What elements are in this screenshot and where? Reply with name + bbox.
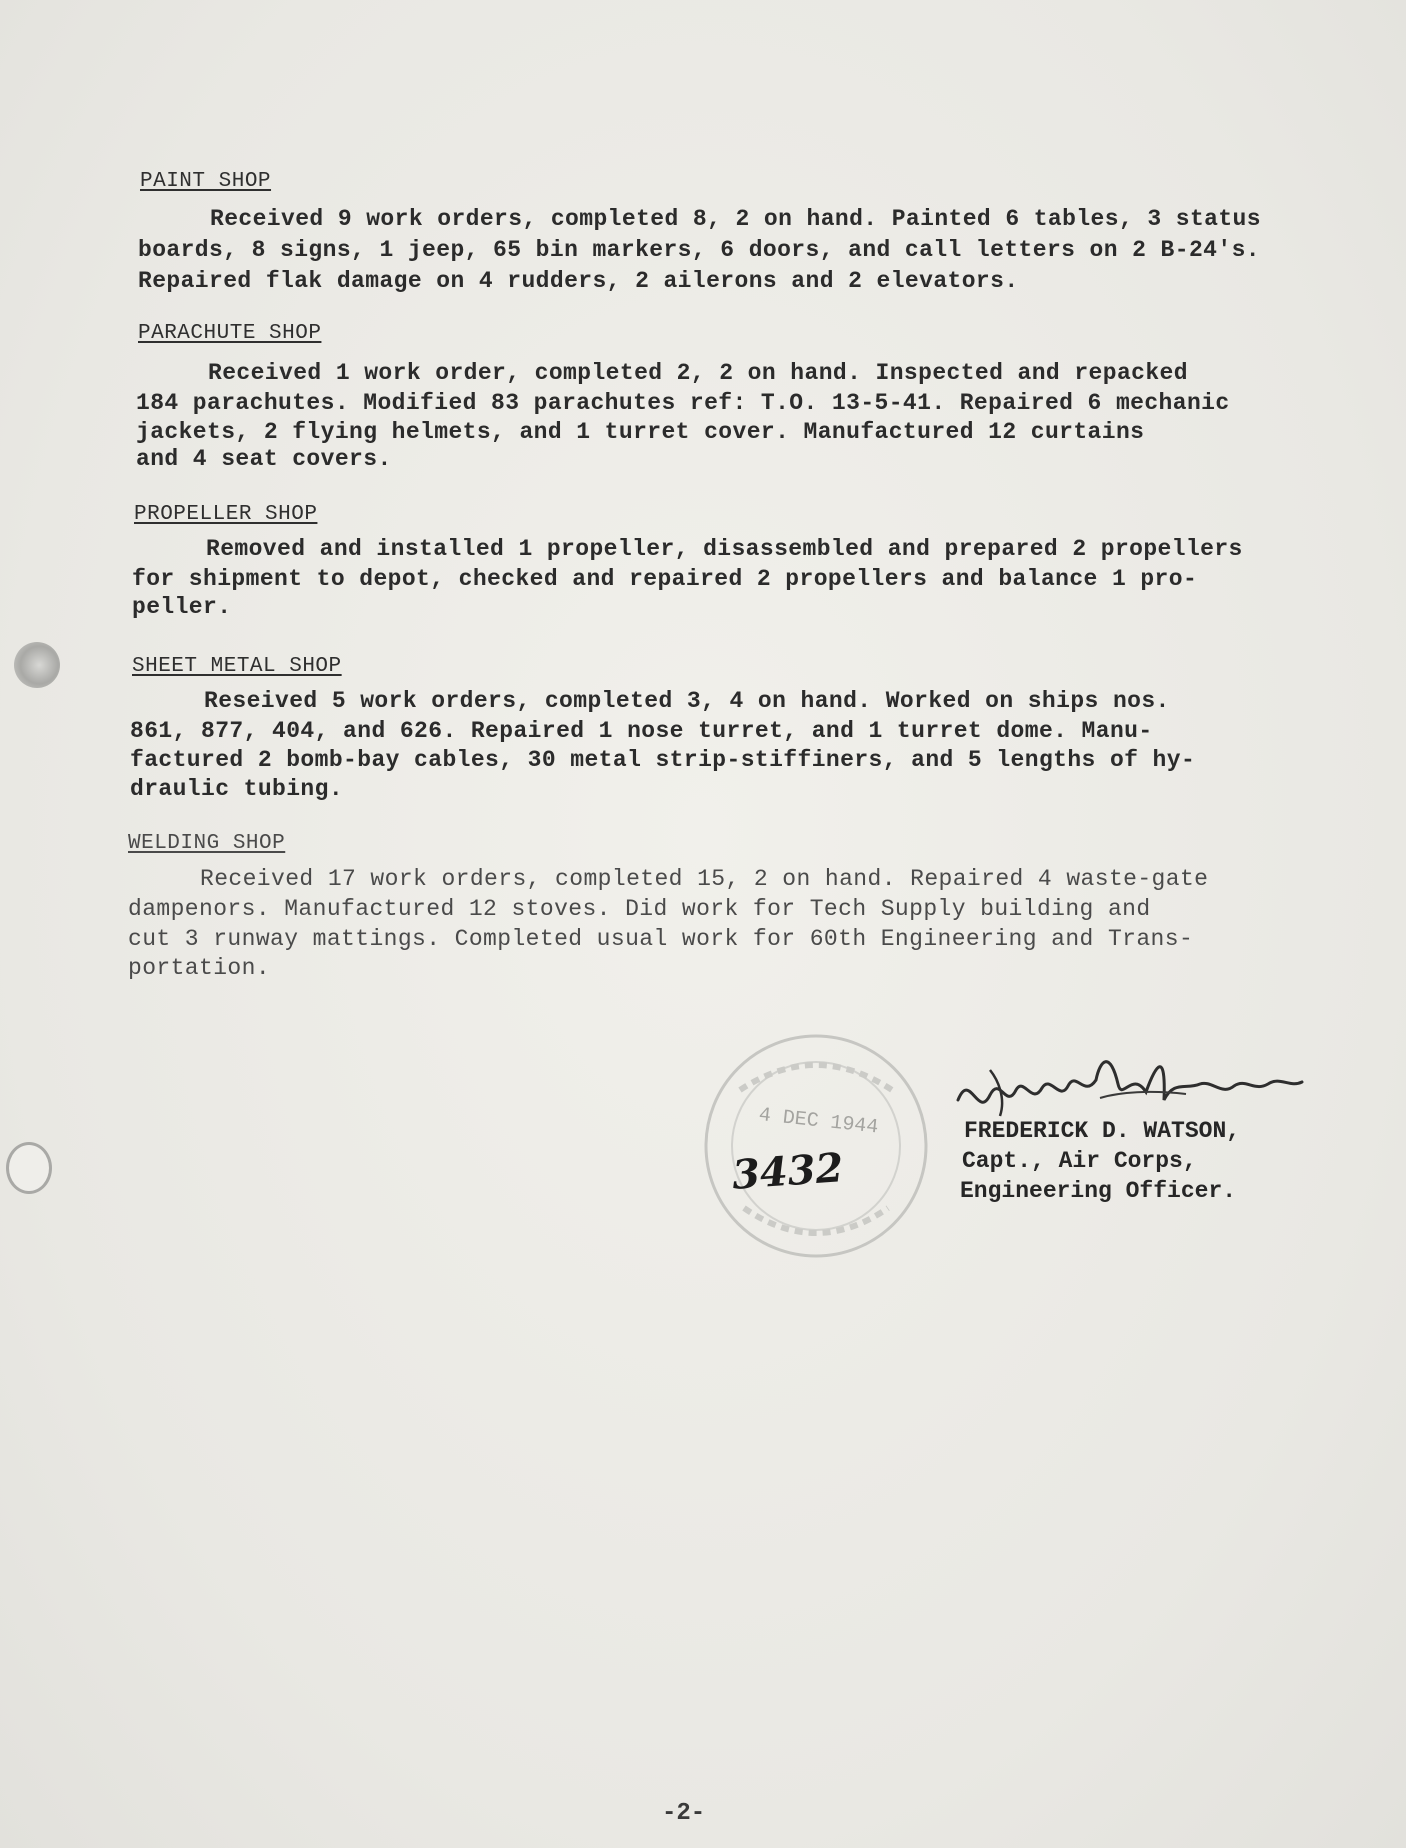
body-line: 184 parachutes. Modified 83 parachutes ref: T.O. 13-5-41. Repaired 6 mechanic [136,390,1230,416]
section-heading: PROPELLER SHOP [134,503,318,526]
body-line: jackets, 2 flying helmets, and 1 turret cover. Manufactured 12 curtains [136,419,1145,445]
body-line: portation. [128,955,271,981]
body-line: and 4 seat covers. [136,446,392,472]
stamp-date: 4 DEC 1944 [757,1104,880,1140]
punch-hole-bottom [6,1142,52,1194]
body-line: Received 9 work orders, completed 8, 2 on hand. Painted 6 tables, 3 status [210,206,1261,232]
signatory-rank: Capt., Air Corps, [962,1148,1197,1174]
body-line: Reseived 5 work orders, completed 3, 4 on hand. Worked on ships nos. [204,688,1170,714]
section-heading: PAINT SHOP [140,170,272,193]
body-line: draulic tubing. [130,776,344,802]
body-line: factured 2 bomb-bay cables, 30 metal strip-stiffiners, and 5 lengths of hy- [130,747,1196,773]
body-line: boards, 8 signs, 1 jeep, 65 bin markers, 6 doors, and call letters on 2 B-24's. [138,237,1260,263]
handwritten-number: 3432 [730,1144,845,1199]
signatory-name: FREDERICK D. WATSON, [964,1118,1241,1144]
body-line: for shipment to depot, checked and repaired 2 propellers and balance 1 pro- [132,566,1198,592]
signatory-title: Engineering Officer. [960,1178,1237,1204]
punch-hole-top [14,642,60,688]
section-heading: SHEET METAL SHOP [132,655,342,678]
body-line: dampenors. Manufactured 12 stoves. Did work for Tech Supply building and [128,896,1151,922]
section-heading: PARACHUTE SHOP [138,322,322,345]
body-line: 861, 877, 404, and 626. Repaired 1 nose turret, and 1 turret dome. Manu- [130,718,1153,744]
body-line: cut 3 runway mattings. Completed usual work for 60th Engineering and Trans- [128,926,1194,952]
body-line: peller. [132,594,232,620]
page-number: -2- [662,1800,706,1827]
body-line: Received 17 work orders, completed 15, 2 on hand. Repaired 4 waste-gate [200,866,1209,892]
body-line: Repaired flak damage on 4 rudders, 2 ailerons and 2 elevators. [138,268,1019,294]
body-line: Removed and installed 1 propeller, disassembled and prepared 2 propellers [206,536,1243,562]
body-line: Received 1 work order, completed 2, 2 on hand. Inspected and repacked [208,360,1188,386]
section-heading: WELDING SHOP [128,832,286,855]
